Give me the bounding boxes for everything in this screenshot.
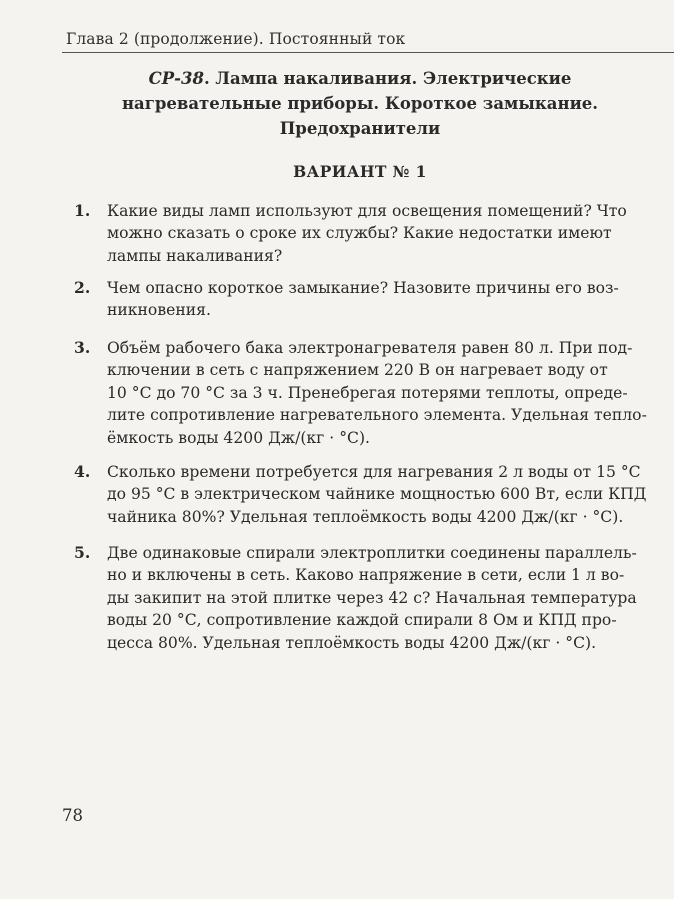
- section-title-text: . Лампа накаливания. Электрические нагревательные приборы. Короткое замыкание. Предохранители: [121, 69, 599, 138]
- variant-heading: ВАРИАНТ № 1: [293, 162, 427, 181]
- question-number: 2.: [74, 278, 91, 297]
- question-2: [74, 277, 666, 322]
- question-number: 1.: [74, 201, 91, 220]
- section-title: [80, 66, 640, 141]
- question-number: 4.: [74, 462, 91, 481]
- question-text: Какие виды ламп используют для освещения помещений? Что можно сказать о сроке их службы? Какие недостатки имеют лампы накаливания?: [107, 202, 627, 265]
- header-rule: [62, 52, 674, 53]
- question-4: [74, 461, 666, 528]
- running-header: Глава 2 (продолжение). Постоянный ток: [66, 30, 406, 48]
- question-text: Две одинаковые спирали электроплитки соединены параллель- но и включены в сеть. Каково напряжение в сети, если 1 л во- ды закипит на этой плитке через 42 с? Начальная температура воды 20 °С, сопротивление каждой спирали 8 Ом и КПД про- цесса 80%. Удельная теплоёмкость воды 4200 Дж/(кг · °С).: [107, 544, 637, 652]
- question-3: [74, 337, 666, 449]
- question-text: Чем опасно короткое замыкание? Назовите причины его воз- никновения.: [107, 279, 619, 320]
- question-text: Сколько времени потребуется для нагревания 2 л воды от 15 °С до 95 °С в электрическом чайнике мощностью 600 Вт, если КПД чайника 80%? Удельная теплоёмкость воды 4200 Дж/(кг · °С).: [107, 463, 647, 526]
- question-1: [74, 200, 666, 267]
- question-text: Объём рабочего бака электронагревателя равен 80 л. При под- ключении в сеть с напряжением 220 В он нагревает воду от 10 °С до 70 °С за 3 ч. Пренебрегая потерями теплоты, опреде- лите сопротивление нагревательного элемента. Удельная тепло- ёмкость воды 4200 Дж/(кг · °С).: [107, 339, 647, 447]
- question-number: 5.: [74, 543, 91, 562]
- question-5: [74, 542, 666, 654]
- page-number: 78: [62, 806, 83, 825]
- section-code: СР-38: [148, 69, 204, 88]
- question-number: 3.: [74, 338, 91, 357]
